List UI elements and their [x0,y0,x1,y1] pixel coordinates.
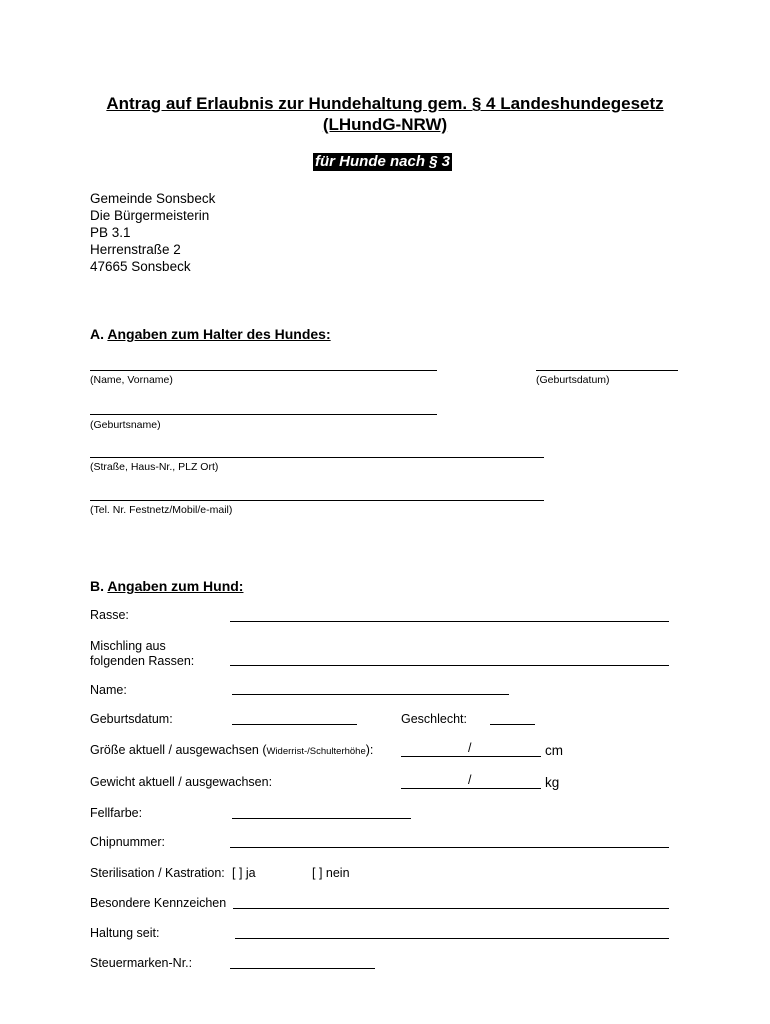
mischling-label-2: folgenden Rassen: [90,654,195,668]
phone-field-line[interactable] [90,500,544,501]
tax-tag-field-line[interactable] [230,968,375,969]
size-label-hint: Widerrist-/Schulterhöhe [266,746,366,757]
dog-birthdate-field-line[interactable] [232,724,357,725]
sterilisation-no-checkbox[interactable]: [ ] nein [312,866,350,880]
section-a-prefix: A. [90,326,104,342]
address-line: Herrenstraße 2 [90,242,181,257]
fur-color-field-line[interactable] [232,818,411,819]
street-field-line[interactable] [90,457,544,458]
tax-tag-label: Steuermarken-Nr.: [90,956,193,970]
section-b-title: Angaben zum Hund: [107,578,244,594]
special-marks-label: Besondere Kennzeichen [90,896,227,910]
birthname-caption: (Geburtsname) [90,419,161,431]
dog-name-field-line[interactable] [232,694,509,695]
form-subtitle: für Hunde nach § 3 [315,153,451,170]
special-marks-field-line[interactable] [233,908,669,909]
dog-birthdate-label: Geburtsdatum: [90,712,173,726]
street-caption: (Straße, Haus-Nr., PLZ Ort) [90,461,219,473]
address-line: 47665 Sonsbeck [90,259,191,274]
sex-field-line[interactable] [490,724,535,725]
birthname-field-line[interactable] [90,414,437,415]
section-b-heading [90,578,243,594]
section-a-title: Angaben zum Halter des Hundes: [107,326,331,342]
form-title-line2: (LHundG-NRW) [322,115,448,134]
recipient-address [90,190,215,275]
section-b-prefix: B. [90,578,104,594]
form-title-line1: Antrag auf Erlaubnis zur Hundehaltung gem. § 4 Landeshundegesetz [106,94,664,113]
birthdate-field-line[interactable] [536,370,678,371]
weight-label: Gewicht aktuell / ausgewachsen: [90,775,273,789]
address-line: Gemeinde Sonsbeck [90,191,216,206]
dog-name-label: Name: [90,683,127,697]
birthdate-caption: (Geburtsdatum) [536,374,610,386]
weight-unit: kg [545,775,560,790]
mischling-label-1: Mischling aus [90,639,166,653]
name-field-line[interactable] [90,370,437,371]
size-unit: cm [545,743,563,758]
size-separator: / [468,741,472,755]
chip-number-field-line[interactable] [230,847,669,848]
weight-field-line[interactable] [401,788,541,789]
size-label-main: Größe aktuell / ausgewachsen ( [90,743,267,757]
rasse-field-line[interactable] [230,621,669,622]
section-a-heading [90,326,331,342]
size-label-end: ): [365,743,374,757]
sterilisation-label: Sterilisation / Kastration: [90,866,225,880]
name-caption: (Name, Vorname) [90,374,173,386]
phone-caption: (Tel. Nr. Festnetz/Mobil/e-mail) [90,504,233,516]
address-line: Die Bürgermeisterin [90,208,210,223]
fur-color-label: Fellfarbe: [90,806,143,820]
size-label [90,743,373,757]
address-line: PB 3.1 [90,225,131,240]
size-field-line[interactable] [401,756,541,757]
mischling-field-line[interactable] [230,665,669,666]
weight-separator: / [468,773,472,787]
sex-label: Geschlecht: [401,712,468,726]
kept-since-label: Haltung seit: [90,926,160,940]
sterilisation-yes-checkbox[interactable]: [ ] ja [232,866,256,880]
rasse-label: Rasse: [90,608,129,622]
chip-number-label: Chipnummer: [90,835,166,849]
kept-since-field-line[interactable] [235,938,669,939]
